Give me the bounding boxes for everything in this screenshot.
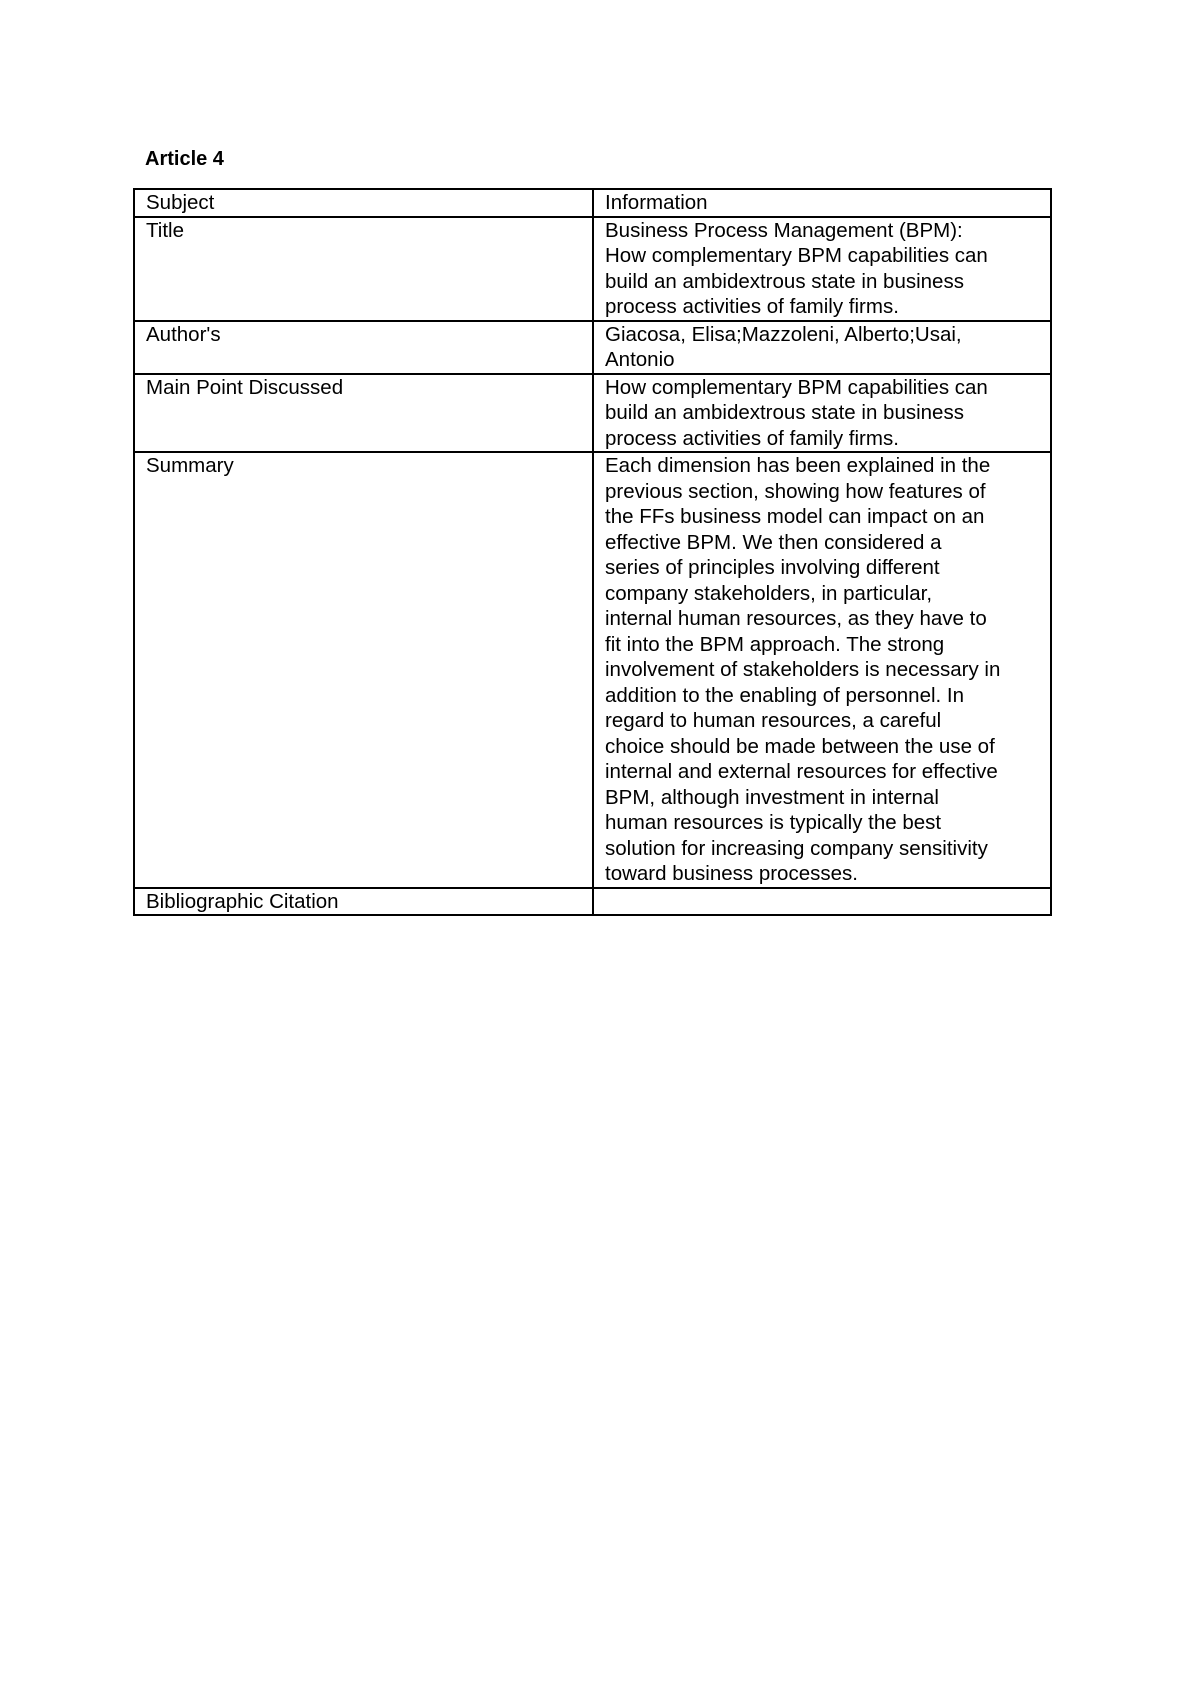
subject-cell: Author's [134,321,593,374]
information-line: process activities of family firms. [605,295,899,318]
information-line: addition to the enabling of personnel. In [605,683,965,707]
information-cell [593,374,1051,453]
information-cell [593,321,1051,374]
table-row-main-point [134,374,1051,453]
table-row-summary [134,452,1051,888]
information-line: choice should be made between the use of [605,734,995,758]
information-line: company stakeholders, in particular, [605,581,933,605]
article-info-table [133,188,1052,916]
information-line: previous section, showing how features of [605,479,986,503]
table-header-row [134,189,1051,217]
information-line: internal and external resources for effective [605,760,998,783]
information-line: the FFs business model can impact on an [605,505,985,528]
header-subject-cell: Subject [134,189,593,217]
information-line: process activities of family firms. [605,426,899,450]
information-line: Each dimension has been explained in the [605,454,991,477]
table-row-citation [134,888,1051,916]
information-line: human resources is typically the best [605,811,942,834]
information-line: build an ambidextrous state in business [605,401,964,424]
information-line: regard to human resources, a careful [605,709,942,732]
information-line: toward business processes. [605,862,858,885]
subject-cell: Title [134,217,593,321]
information-line: fit into the BPM approach. The strong [605,632,945,656]
article-heading: Article 4 [145,148,224,170]
information-line: BPM, although investment in internal [605,785,939,809]
information-cell [593,217,1051,321]
subject-cell: Bibliographic Citation [134,888,593,916]
subject-cell: Summary [134,452,593,888]
information-line: internal human resources, as they have to [605,607,987,630]
information-cell-empty [593,888,1051,916]
information-cell [593,452,1051,888]
information-line: Business Process Management (BPM): [605,218,963,242]
header-information-cell: Information [593,189,1051,217]
table-row-title [134,217,1051,321]
information-line: involvement of stakeholders is necessary in [605,658,1001,681]
subject-cell: Main Point Discussed [134,374,593,453]
table-row-authors [134,321,1051,374]
information-line: Giacosa, Elisa;Mazzoleni, Alberto;Usai, [605,322,962,346]
information-line: solution for increasing company sensitivity [605,836,988,860]
information-line: Antonio [605,348,675,371]
information-line: series of principles involving different [605,556,940,579]
information-line: How complementary BPM capabilities can [605,244,988,267]
information-line: build an ambidextrous state in business [605,269,964,293]
information-line: effective BPM. We then considered a [605,530,942,554]
information-line: How complementary BPM capabilities can [605,375,988,399]
